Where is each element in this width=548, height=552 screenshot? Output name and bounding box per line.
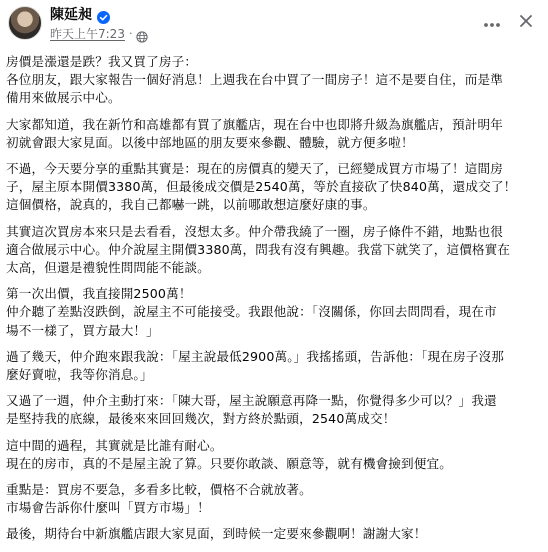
globe-icon[interactable] [136,28,148,40]
text-line: 子，屋主原本開價3380萬，但最後成交價是2540萬，等於直接砍了快840萬，還成交了！ [6,179,517,195]
post-meta [50,26,148,42]
close-button[interactable] [512,8,540,36]
author-avatar[interactable] [8,6,42,40]
text-line: 仲介聽了差點沒跌倒，說屋主不可能接受。我跟他說：「沒關係，你回去問問看，現在市 [6,304,497,320]
paragraph-1 [6,53,542,108]
text-line: 這個價格，說真的，我自己都嚇一跳，以前哪敢想這麼好康的事。 [6,197,376,213]
text-line: 第一次出價，我直接開2500萬！ [6,286,192,302]
text-line: 大家都知道，我在新竹和高雄都有買了旗艦店，現在台中也即將升級為旗艦店，預計明年 [6,116,504,132]
author-row [50,6,110,24]
text-line: 場不一樣了，買方最大！」 [6,322,159,338]
text-line: 不過，今天要分享的重點其實是：現在的房價真的變天了，已經變成買方市場了！這間房 [6,161,504,177]
paragraph-8 [6,437,542,473]
more-options-icon [483,13,501,32]
text-line: 是堅持我的底線，最後來來回回幾次，對方終於點頭，2540萬成交！ [6,411,396,427]
text-line: 太高，但還是禮貌性問問能不能談。 [6,260,210,276]
text-line: 初就會跟大家見面。以後中部地區的朋友要來參觀、體驗，就方便多啦！ [6,134,414,150]
text-line: 適合做展示中心。仲介說屋主開價3380萬，問我有沒有興趣。我當下就笑了，這價格實在 [6,241,511,257]
text-line: 最後，期待台中新旗艦店跟大家見面，到時候一定要來參觀啊！謝謝大家！ [6,526,427,542]
text-line: 備用來做展示中心。 [6,90,121,106]
text-line: 又過了一週，仲介主動打來：「陳大哥，屋主說願意再降一點，你覺得多少可以？」我還 [6,393,497,409]
more-options-button[interactable] [478,8,506,36]
text-line: 房價是漲還是跌？我又買了房子： [6,54,198,69]
paragraph-6 [6,348,542,384]
paragraph-3 [6,160,542,215]
author-name[interactable]: 陳延昶 [50,7,92,23]
post-header [0,0,548,50]
verified-badge-icon [97,9,110,22]
post-timestamp[interactable]: 昨天上午7:23 [50,27,125,41]
paragraph-9 [6,481,542,517]
paragraph-7 [6,392,542,428]
text-line: 其實這次買房本來只是去看看，沒想太多。仲介帶我繞了一圈，房子條件不錯，地點也很 [6,223,504,239]
text-line: 現在的房市，真的不是屋主說了算。只要你敢談、願意等，就有機會撿到便宜。 [6,455,453,471]
paragraph-4 [6,223,542,278]
post-body [6,53,542,552]
paragraph-5 [6,285,542,340]
paragraph-10 [6,525,542,543]
text-line: 重點是：買房不要急，多看多比較，價格不合就放著。 [6,482,312,498]
text-line: 過了幾天，仲介跑來跟我說：「屋主說最低2900萬。」我搖搖頭，告訴他：「現在房子沒那 [6,348,505,364]
text-line: 麼好賣啦，我等你消息。」 [6,367,153,383]
text-line: 各位朋友，跟大家報告一個好消息！上週我在台中買了一間房子！這不是要自住，而是準 [6,72,504,88]
paragraph-2 [6,116,542,152]
meta-separator: · [128,27,133,40]
text-line: 這中間的過程，其實就是比誰有耐心。 [6,437,223,453]
close-icon [519,13,533,32]
text-line: 市場會告訴你什麼叫「買方市場」！ [6,500,210,516]
